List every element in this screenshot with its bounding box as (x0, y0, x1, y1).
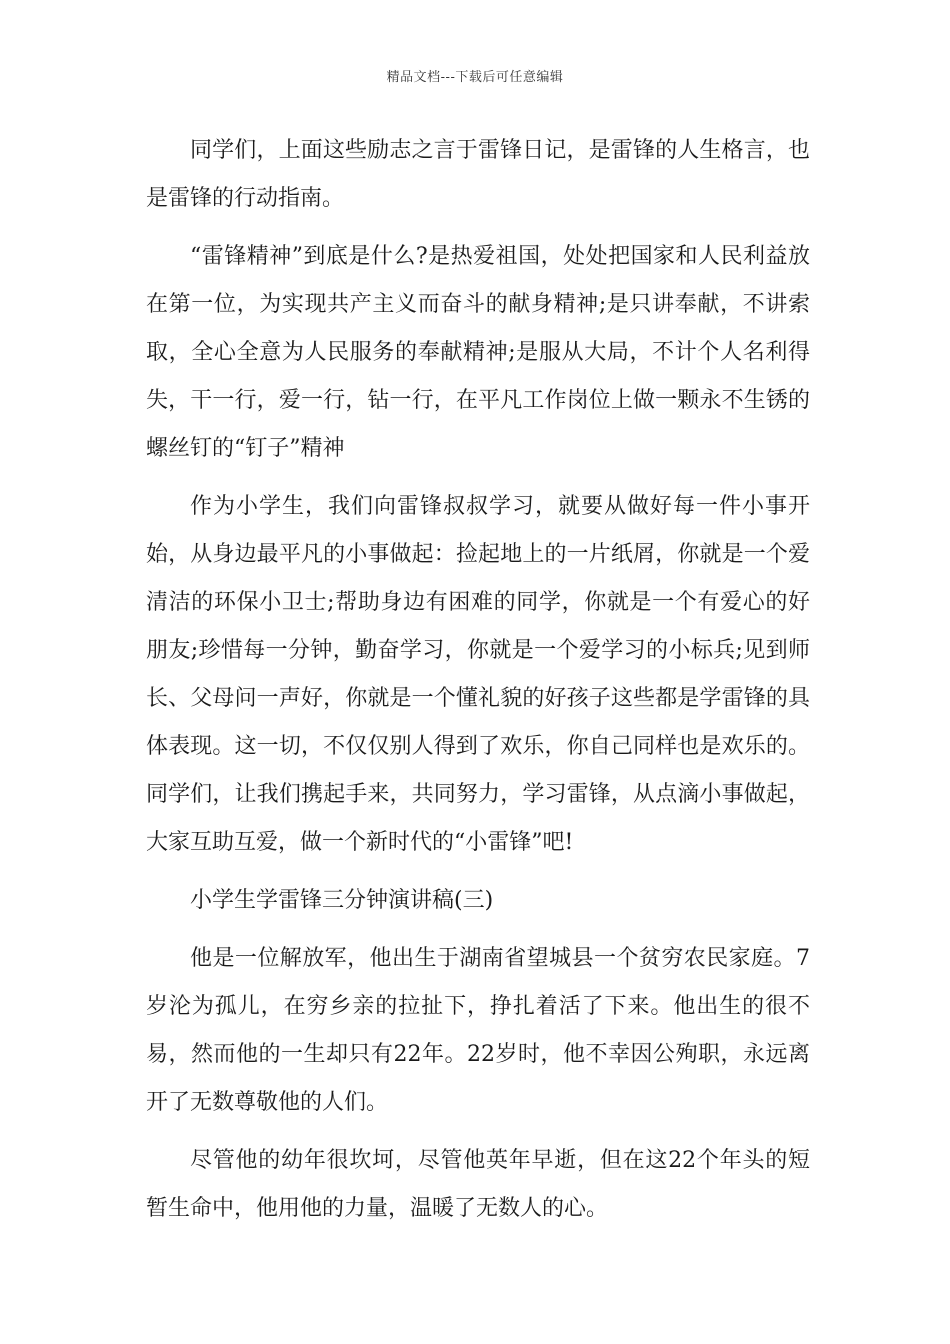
paragraph-leifeng-spirit: “雷锋精神”到底是什么?是热爱祖国，处处把国家和人民利益放在第一位，为实现共产主义而奋斗的献身精神;是只讲奉献，不讲索取，全心全意为人民服务的奉献精神;是服从大局，不计个人名利得失，干一行，爱一行，钻一行，在平凡工作岗位上做一颗永不生锈的螺丝钉的“钉子”精神 (146, 244, 810, 461)
paragraph-biography: 他是一位解放军，他出生于湖南省望城县一个贫穷农民家庭。7岁沦为孤儿，在穷乡亲的拉扯下，挣扎着活了下来。他出生的很不易，然而他的一生却只有22年。22岁时，他不幸因公殉职，永远离开了无数尊敬他的人们。 (146, 946, 810, 1115)
section-heading: 小学生学雷锋三分钟演讲稿(三) (190, 888, 494, 913)
paragraph-short-life: 尽管他的幼年很坎坷，尽管他英年早逝，但在这22个年头的短暂生命中，他用他的力量，温暖了无数人的心。 (146, 1148, 810, 1221)
paragraph-student-learning: 作为小学生，我们向雷锋叔叔学习，就要从做好每一件小事开始，从身边最平凡的小事做起：捡起地上的一片纸屑，你就是一个爱清洁的环保小卫士;帮助身边有困难的同学，你就是一个有爱心的好朋友;珍惜每一分钟，勤奋学习，你就是一个爱学习的小标兵;见到师长、父母问一声好，你就是一个懂礼貌的好孩子这些都是学雷锋的具体表现。这一切，不仅仅别人得到了欢乐，你自己同样也是欢乐的。同学们，让我们携起手来，共同努力，学习雷锋，从点滴小事做起，大家互助互爱，做一个新时代的“小雷锋”吧! (146, 494, 810, 855)
paragraph-intro: 同学们，上面这些励志之言于雷锋日记，是雷锋的人生格言，也是雷锋的行动指南。 (146, 138, 810, 211)
page-header: 精品文档---下载后可任意编辑 (386, 70, 564, 85)
document-body (146, 127, 810, 1233)
